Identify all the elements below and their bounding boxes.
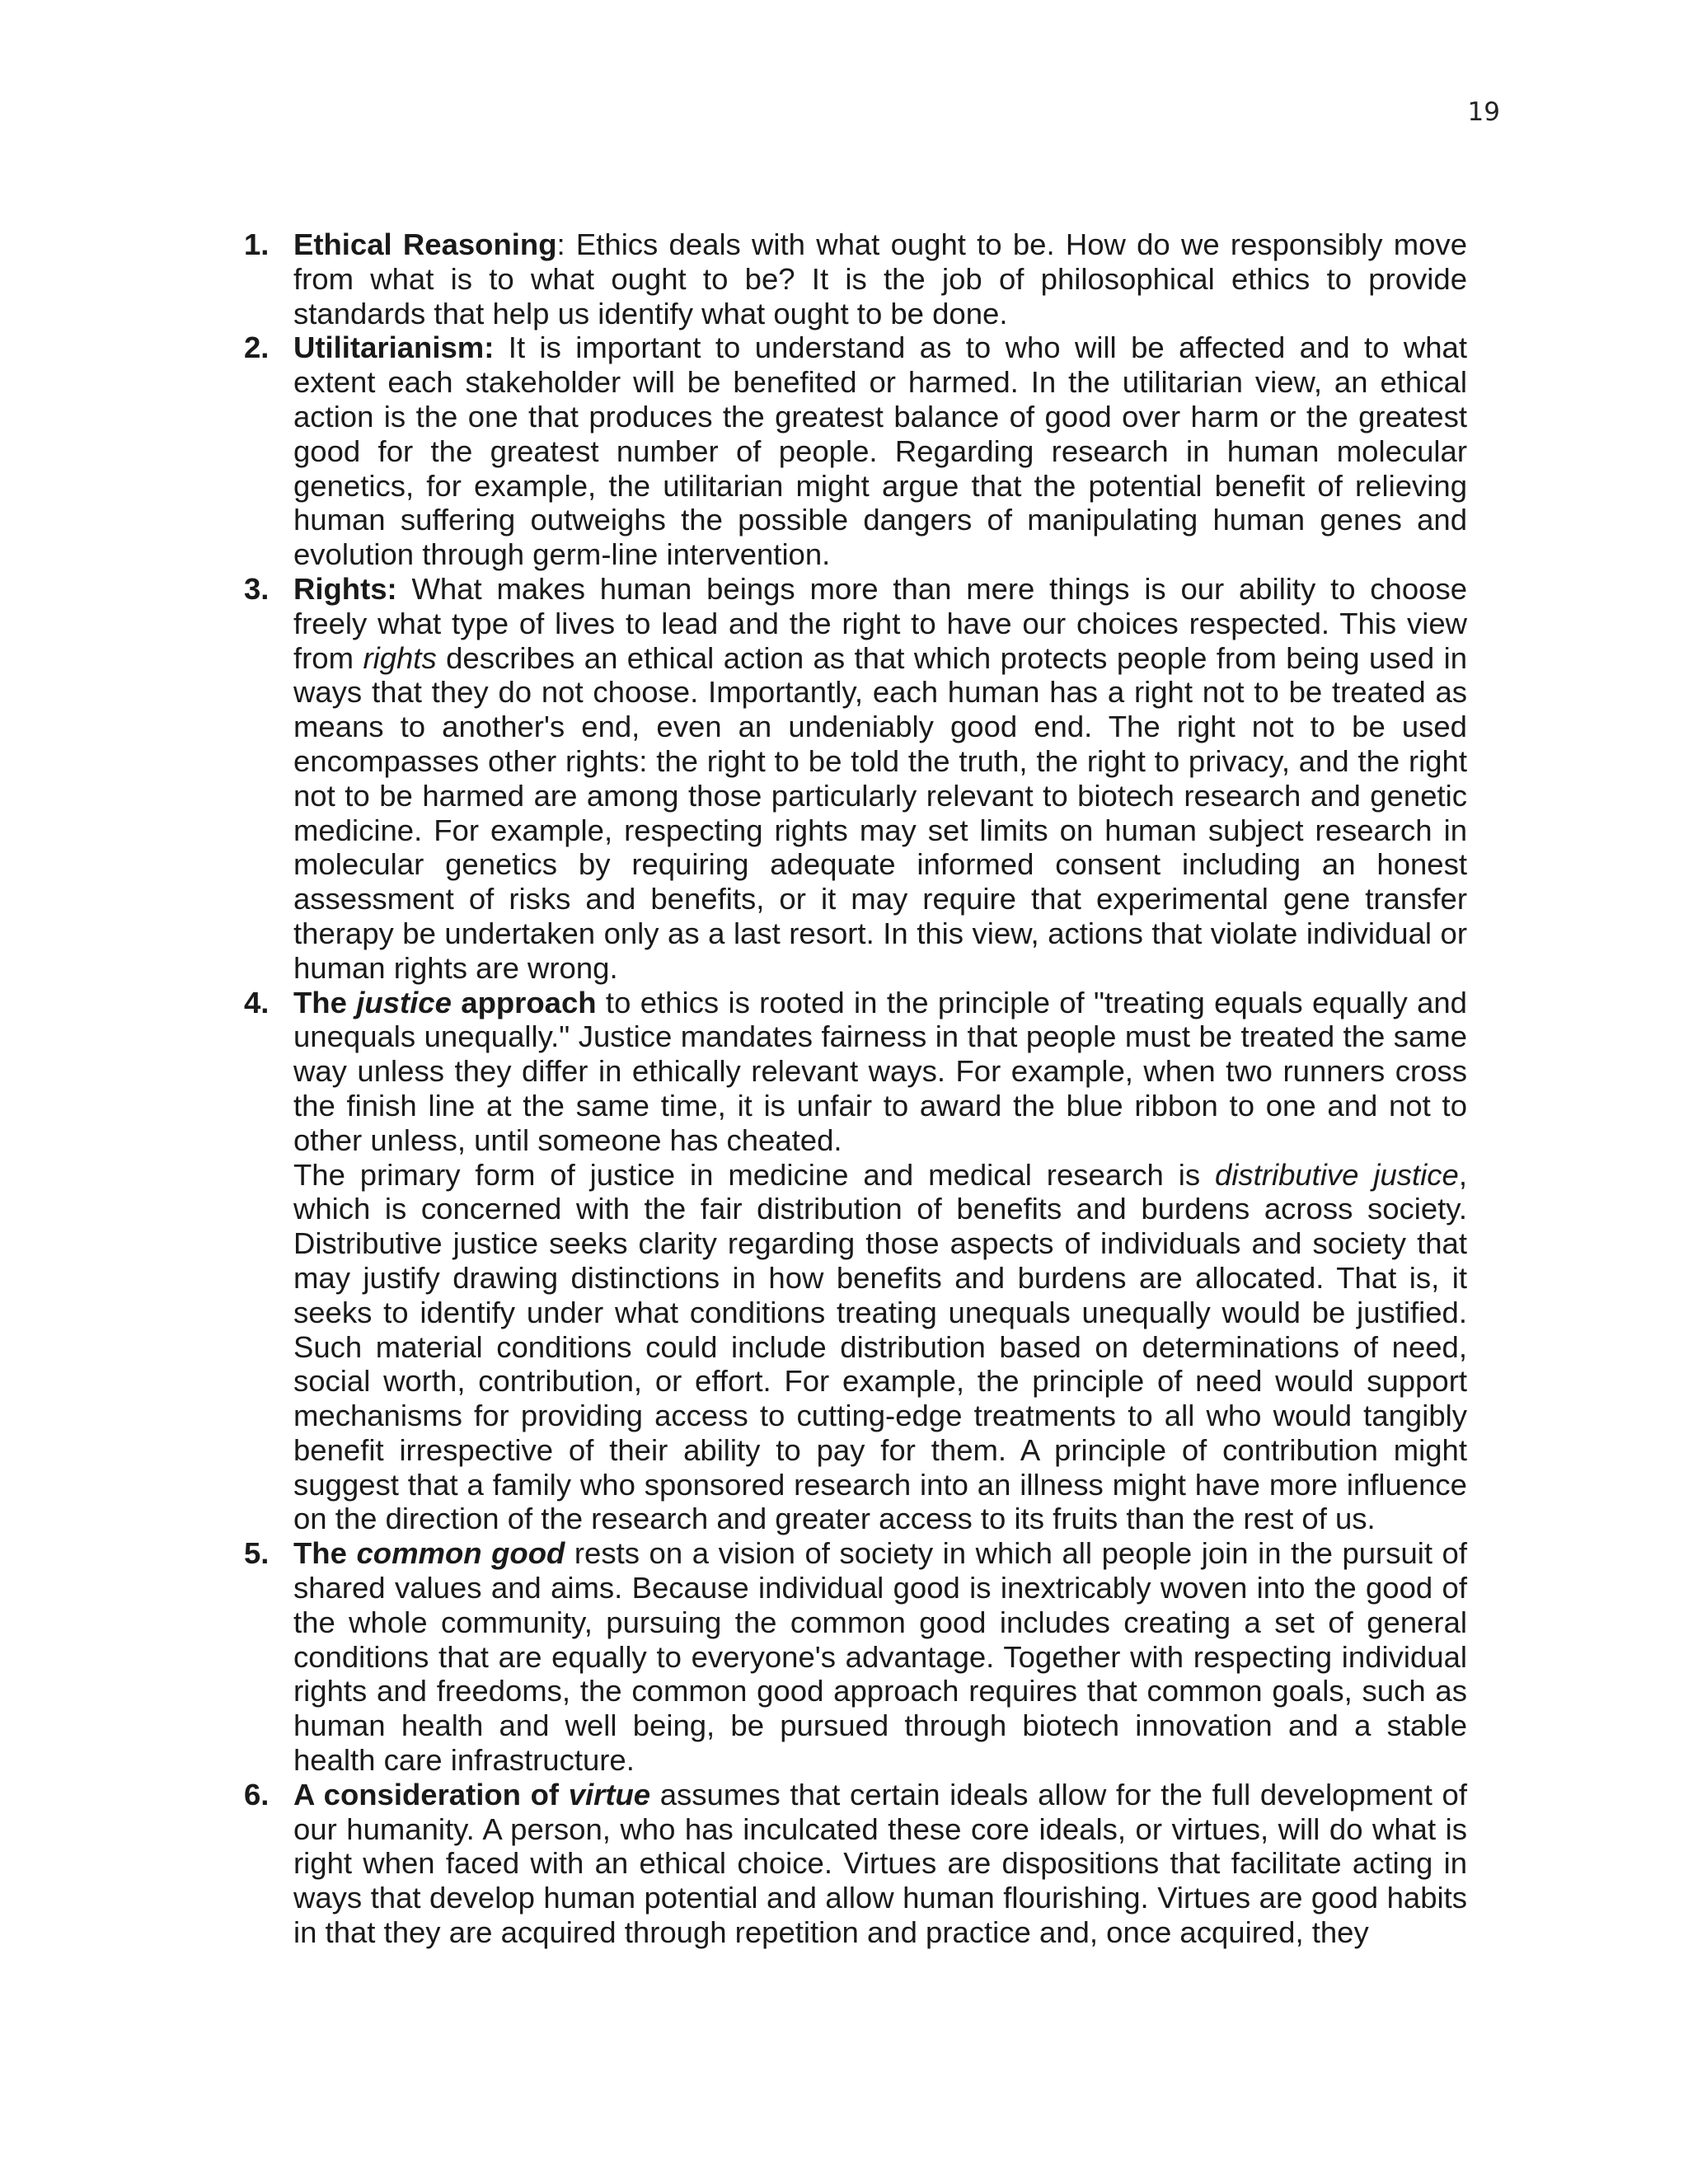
item-heading bbox=[293, 1536, 565, 1570]
item-text bbox=[293, 330, 1467, 572]
list-item-common-good bbox=[244, 1536, 1467, 1778]
item-body: What makes human beings more than mere things is our ability to choose freely what type of lives to lead and the right to have our choices respected. This view from bbox=[293, 571, 1467, 675]
item-heading-emphasis: common good bbox=[356, 1536, 565, 1571]
item-text bbox=[293, 572, 1467, 986]
list-item-ethical-reasoning bbox=[244, 227, 1467, 330]
item-number: 2. bbox=[244, 330, 270, 365]
item-second-paragraph bbox=[293, 1158, 1467, 1537]
item-body: It is important to understand as to who will be affected and to what extent each stakeholder will be benefited or harmed. In the utilitarian view, an ethical action is the one that produces the greatest balance of good over harm or the greatest good for the greatest number of people. Regarding research in human molecular genetics, for example, the utilitarian might argue that the potential benefit of relieving human suffering outweighs the possible dangers of manipulating human genes and evolution through germ-line intervention. bbox=[293, 330, 1467, 572]
item-heading bbox=[293, 1778, 650, 1811]
item-heading-emphasis: virtue bbox=[568, 1777, 651, 1811]
item-body: assumes that certain ideals allow for the full development of our humanity. A person, who has inculcated these core ideals, or virtues, will do what is right when faced with an ethical choice. Virtues are dispositions that facilitate acting in ways that develop human potential and allow human flourishing. Virtues are good habits in that they are acquired through repetition and practice and, once acquired, they bbox=[293, 1777, 1467, 1950]
item-heading-emphasis: justice bbox=[356, 985, 452, 1019]
item-emphasis: distributive justice bbox=[1215, 1157, 1459, 1192]
list-item-justice bbox=[244, 986, 1467, 1537]
item-text bbox=[293, 1778, 1467, 1950]
item-number: 4. bbox=[244, 985, 270, 1019]
item-heading: Rights: bbox=[293, 571, 397, 606]
item-heading-part: The bbox=[293, 985, 357, 1019]
item-body: describes an ethical action as that which protects people from being used in ways that they do not choose. Importantly, each human has a right not to be treated as means to another's end, even an undeniably good end. The right not to be used encompasses other rights: the right to be told the truth, the right to privacy, and the right not to be harmed are among those particularly relevant to biotech research and genetic medicine. For example, respecting rights may set limits on human subject research in molecular genetics by requiring adequate informed consent including an honest assessment of risks and benefits, or it may require that experimental gene transfer therapy be undertaken only as a last resort. In this view, actions that violate individual or human rights are wrong. bbox=[293, 640, 1467, 985]
item-body: to ethics is rooted in the principle of "treating equals equally and unequals unequally." Justice mandates fairness in that people must be treated the same way unless they differ in ethically relevant ways. For example, when two runners cross the finish line at the same time, it is unfair to award the blue ribbon to one and not to other unless, until someone has cheated. bbox=[293, 985, 1467, 1157]
item-text bbox=[293, 986, 1467, 1158]
item-number: 3. bbox=[244, 571, 270, 606]
list-item-rights bbox=[244, 572, 1467, 986]
item-heading-part: The bbox=[293, 1536, 357, 1571]
item-heading bbox=[293, 986, 597, 1019]
item-heading: Ethical Reasoning bbox=[293, 227, 557, 261]
item-number: 5. bbox=[244, 1536, 270, 1571]
ethics-approaches-list bbox=[244, 227, 1467, 1950]
item-heading-part: A consideration of bbox=[293, 1777, 569, 1811]
page-number: 19 bbox=[1467, 97, 1500, 127]
item-text bbox=[293, 227, 1467, 330]
item-body: The primary form of justice in medicine and medical research is bbox=[293, 1157, 1215, 1192]
item-heading-part: approach bbox=[451, 985, 597, 1019]
item-body: : Ethics deals with what ought to be. How do we responsibly move from what is to what ought to be? It is the job of philosophical ethics to provide standards that help us identify what ought to be done. bbox=[293, 227, 1467, 330]
item-number: 6. bbox=[244, 1777, 270, 1811]
item-body: , which is concerned with the fair distribution of benefits and burdens across society. Distributive justice seeks clarity regarding those aspects of individuals and society that may justify drawing distinctions in how benefits and burdens are allocated. That is, it seeks to identify under what conditions treating unequals unequally would be justified. Such material conditions could include distribution based on determinations of need, social worth, contribution, or effort. For example, the principle of need would support mechanisms for providing access to cutting-edge treatments to all who would tangibly benefit irrespective of their ability to pay for them. A principle of contribution might suggest that a family who sponsored research into an illness might have more influence on the direction of the research and greater access to its fruits than the rest of us. bbox=[293, 1157, 1467, 1536]
item-emphasis: rights bbox=[363, 640, 437, 675]
item-heading: Utilitarianism: bbox=[293, 330, 495, 365]
item-text bbox=[293, 1536, 1467, 1778]
item-body: rests on a vision of society in which all people join in the pursuit of shared values and aims. Because individual good is inextricably woven into the good of the whole community, pursuing the common good includes creating a set of general conditions that are equally to everyone's advantage. Together with respecting individual rights and freedoms, the common good approach requires that common goals, such as human health and well being, be pursued through biotech innovation and a stable health care infrastructure. bbox=[293, 1536, 1467, 1778]
list-item-virtue bbox=[244, 1778, 1467, 1950]
list-item-utilitarianism bbox=[244, 330, 1467, 572]
item-number: 1. bbox=[244, 227, 270, 261]
